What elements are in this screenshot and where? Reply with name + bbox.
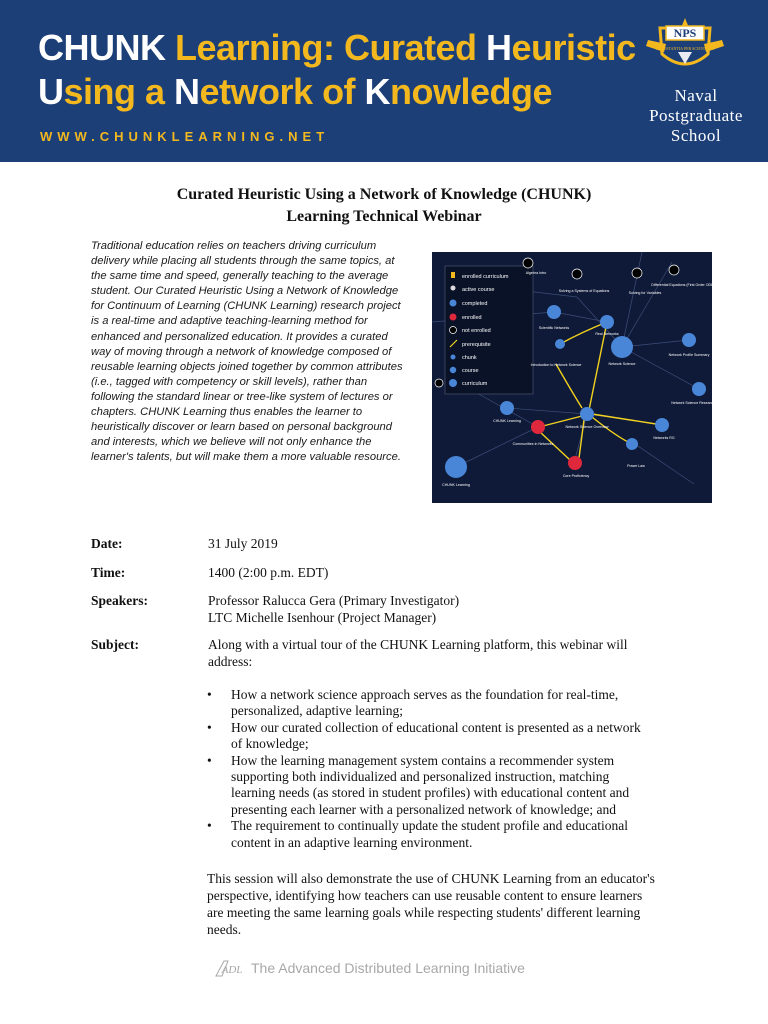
adl-logo-icon: [214, 958, 250, 978]
document-title: Curated Heuristic Using a Network of Knowledge (CHUNK) Learning Technical Webinar: [176, 186, 592, 225]
node-label: Communities in Networks: [512, 442, 554, 446]
node-label: Network Science: [608, 362, 636, 366]
node-label: Network Profile Summary: [668, 353, 710, 357]
node-label: Network Science Overview: [565, 425, 609, 429]
speaker-2: LTC Michelle Isenhour (Project Manager): [208, 610, 437, 625]
subject-value: Along with a virtual tour of the CHUNK Learning platform, this webinar will address:: [208, 637, 628, 669]
node-label: CHUNK Learning: [493, 419, 521, 423]
speaker-1: Professor Ralucca Gera (Primary Investigator): [208, 593, 460, 608]
node-label: Power Law: [627, 464, 645, 468]
list-item: • The requirement to continually update the student profile and educational content in an adaptive learning environment.: [207, 818, 628, 850]
legend-prerequisite: prerequisite: [462, 342, 491, 348]
adl-logo-text: ADL: [221, 964, 243, 976]
node-label: Solving a Systems of Equations: [558, 289, 610, 293]
node-label: Algebra Intro: [525, 271, 547, 275]
node-label: Scientific Networks: [538, 326, 570, 330]
node-label: Differential Equations (First Order ODE): [651, 283, 715, 287]
footer: [214, 958, 574, 980]
legend-completed: completed: [462, 301, 488, 307]
speakers-label: Speakers:: [91, 593, 148, 608]
closing-paragraph: This session will also demonstrate the use of CHUNK Learning from an educator's perspective, identifying how teachers can use reusable content to ensure learners are meeting the same learning goals while respecting students' different learning needs.: [207, 871, 655, 937]
website-url[interactable]: WWW.CHUNKLEARNING.NET: [40, 129, 330, 144]
bullet-icon: •: [207, 719, 212, 735]
list-item: • How the learning management system contains a recommender system supporting both individualized and personalized instruction, matching learning needs (as stored in student profiles) with educational content and presenting each learner with a personalized network of knowledge; and: [207, 752, 630, 817]
node-label: Introduction to Network Science: [530, 363, 582, 367]
legend-active-course: active course: [462, 287, 495, 293]
legend-course: course: [462, 368, 479, 374]
logo-text: NPS: [673, 26, 697, 40]
banner-title-line-1: CHUNK Learning: Curated Heuristic: [38, 27, 636, 68]
topic-list: [207, 687, 647, 851]
footer-text: The Advanced Distributed Learning Initiative: [251, 960, 525, 976]
bullet-icon: •: [207, 752, 212, 768]
network-of-knowledge-image: [432, 252, 727, 503]
header-banner: [0, 0, 768, 162]
node-label: Network Science Research Project: [671, 401, 727, 405]
list-item: • How our curated collection of educational content is presented as a network of knowledge;: [207, 719, 641, 752]
logo-motto: PRAESTANTIA PER SCIENTIAM: [656, 46, 714, 51]
time-label: Time:: [91, 565, 126, 580]
legend-enrolled-curriculum: enrolled curriculum: [462, 274, 509, 280]
speakers-value: [208, 592, 658, 626]
nps-crest-logo: [640, 14, 730, 80]
banner-title-line-2: Using a Network of Knowledge: [38, 71, 553, 112]
intro-paragraph: Traditional education relies on teachers driving curriculum delivery while placing all students through the same topics, at the same time and speed, generally teaching to the average student. Our Curated Heuristic Using a Network of Knowledge for Continuum of Learning (CHUNK Learning) research project is a real-time and adaptive teaching-learning method for enhanced and personalized education. It provides a curated way of moving through a network of knowledge composed of reusable learning objects joined together by common attributes (i.e., tagged with competency or skill levels), rather than following the standard linear or tree-like system of lectures or chapters. CHUNK Learning thus enables the learner to heuristically discover or learn based on personal background and interests, which we believe will not only enhance the learner's talents, but will make them a more valuable resource.: [91, 240, 403, 464]
date-value: 31 July 2019: [208, 536, 278, 551]
legend-curriculum: curriculum: [462, 381, 488, 387]
node-label: Real Networks: [595, 332, 619, 336]
node-label: Core Proficiency: [562, 474, 590, 478]
banner-title: [38, 26, 636, 114]
list-item: • How a network science approach serves as the foundation for real-time, personalized, adaptive learning;: [207, 687, 619, 719]
node-label: CHUNK Learning: [442, 483, 470, 487]
subject-label: Subject:: [91, 637, 139, 652]
node-label: Networks RG: [653, 436, 675, 440]
legend-chunk: chunk: [462, 355, 477, 361]
school-name: Naval Postgraduate School: [649, 86, 743, 145]
bullet-icon: •: [207, 818, 212, 834]
date-label: Date:: [91, 536, 123, 551]
bullet-icon: •: [207, 687, 212, 702]
legend-enrolled: enrolled: [462, 315, 482, 321]
node-label: Solving for Variables: [628, 291, 662, 295]
time-value: 1400 (2:00 p.m. EDT): [208, 565, 329, 580]
legend-not-enrolled: not enrolled: [462, 328, 491, 334]
